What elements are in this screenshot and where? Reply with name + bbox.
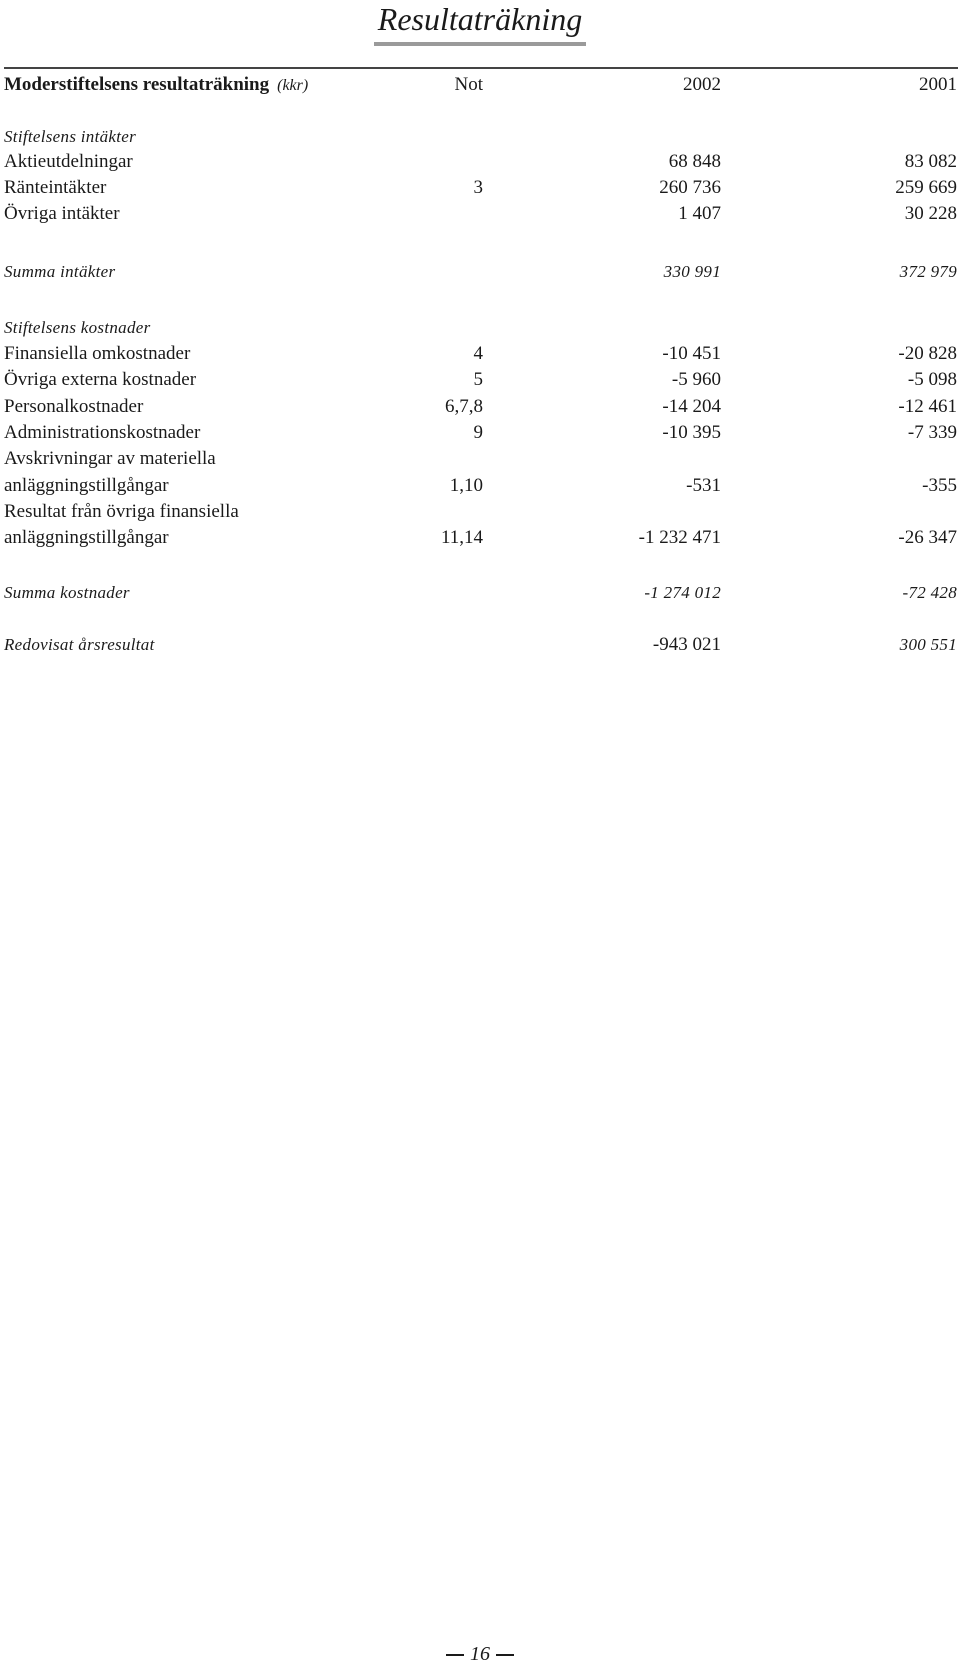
- row-label: Avskrivningar av materiella: [4, 448, 216, 469]
- row-2002: 1 407: [678, 203, 721, 224]
- row-2002: -14 204: [662, 396, 721, 417]
- row-2002: 260 736: [659, 177, 721, 198]
- row-label: Aktieutdelningar: [4, 151, 133, 172]
- table-row: [4, 175, 958, 201]
- row-2001: -5 098: [907, 369, 957, 390]
- table-row: [4, 394, 958, 420]
- row-2001: 300 551: [899, 635, 957, 654]
- row-2001: 83 082: [904, 151, 957, 172]
- page-title: Resultaträkning: [374, 0, 586, 46]
- page-title-wrap: [0, 0, 960, 46]
- row-label: Redovisat årsresultat: [4, 635, 155, 654]
- row-2001: -72 428: [902, 583, 957, 602]
- row-not: 3: [473, 177, 483, 198]
- row-2002: -531: [686, 475, 721, 496]
- table-row: [4, 149, 958, 175]
- row-label: Administrationskostnader: [4, 422, 201, 443]
- row-label: Stiftelsens kostnader: [4, 318, 151, 337]
- row-label: Personalkostnader: [4, 396, 144, 417]
- row-2002: 68 848: [668, 151, 721, 172]
- row-label: anläggningstillgångar: [4, 475, 169, 496]
- row-2002: -943 021: [652, 634, 721, 655]
- row-label: Övriga intäkter: [4, 203, 120, 224]
- header-2001: 2001: [919, 74, 957, 95]
- row-2001: 372 979: [899, 262, 957, 281]
- header-unit: (kkr): [277, 77, 309, 94]
- row-label: Övriga externa kostnader: [4, 369, 197, 390]
- header-not: Not: [454, 74, 483, 95]
- table-row: [4, 201, 958, 227]
- row-not: 6,7,8: [445, 396, 483, 417]
- row-2001: 259 669: [895, 177, 957, 198]
- section-heading: [4, 124, 958, 150]
- row-label: Stiftelsens intäkter: [4, 127, 137, 146]
- row-label: anläggningstillgångar: [4, 527, 169, 548]
- row-2002: -1 232 471: [638, 527, 721, 548]
- row-2001: -355: [922, 475, 957, 496]
- row-label: Summa intäkter: [4, 262, 116, 281]
- row-2002: -10 395: [662, 422, 721, 443]
- row-label: Resultat från övriga finansiella: [4, 501, 239, 522]
- table-row: [4, 367, 958, 393]
- header-divider: [4, 67, 958, 69]
- footer-dash-right: [496, 1654, 514, 1656]
- row-2002: -5 960: [671, 369, 721, 390]
- row-label: Ränteintäkter: [4, 177, 107, 198]
- row-2001: -26 347: [898, 527, 957, 548]
- table-row: [4, 341, 958, 367]
- section-heading: [4, 315, 958, 341]
- row-not: 9: [473, 422, 483, 443]
- table-row: [4, 473, 958, 499]
- table-row: [4, 525, 958, 551]
- subtotal-row: [4, 259, 958, 285]
- row-not: 1,10: [449, 475, 483, 496]
- header-label: Moderstiftelsens resultaträkning: [4, 74, 270, 95]
- row-2001: -20 828: [898, 343, 957, 364]
- row-2002: 330 991: [663, 262, 721, 281]
- row-2001: -7 339: [907, 422, 957, 443]
- row-2001: 30 228: [904, 203, 957, 224]
- page-number: 16: [470, 1643, 490, 1665]
- header-label-wrap: [4, 72, 308, 99]
- row-not: 4: [473, 343, 483, 364]
- row-label: Summa kostnader: [4, 583, 130, 602]
- table-row: [4, 499, 958, 525]
- header-2002: 2002: [683, 74, 721, 95]
- row-2001: -12 461: [898, 396, 957, 417]
- row-2002: -10 451: [662, 343, 721, 364]
- page-footer: [0, 1642, 960, 1666]
- row-not: 5: [473, 369, 483, 390]
- row-2002: -1 274 012: [644, 583, 721, 602]
- total-row: [4, 632, 958, 658]
- table-row: [4, 420, 958, 446]
- subtotal-row: [4, 580, 958, 606]
- table-row: [4, 446, 958, 472]
- row-label: Finansiella omkostnader: [4, 343, 191, 364]
- row-not: 11,14: [440, 527, 483, 548]
- table-header: [4, 72, 958, 98]
- footer-dash-left: [446, 1654, 464, 1656]
